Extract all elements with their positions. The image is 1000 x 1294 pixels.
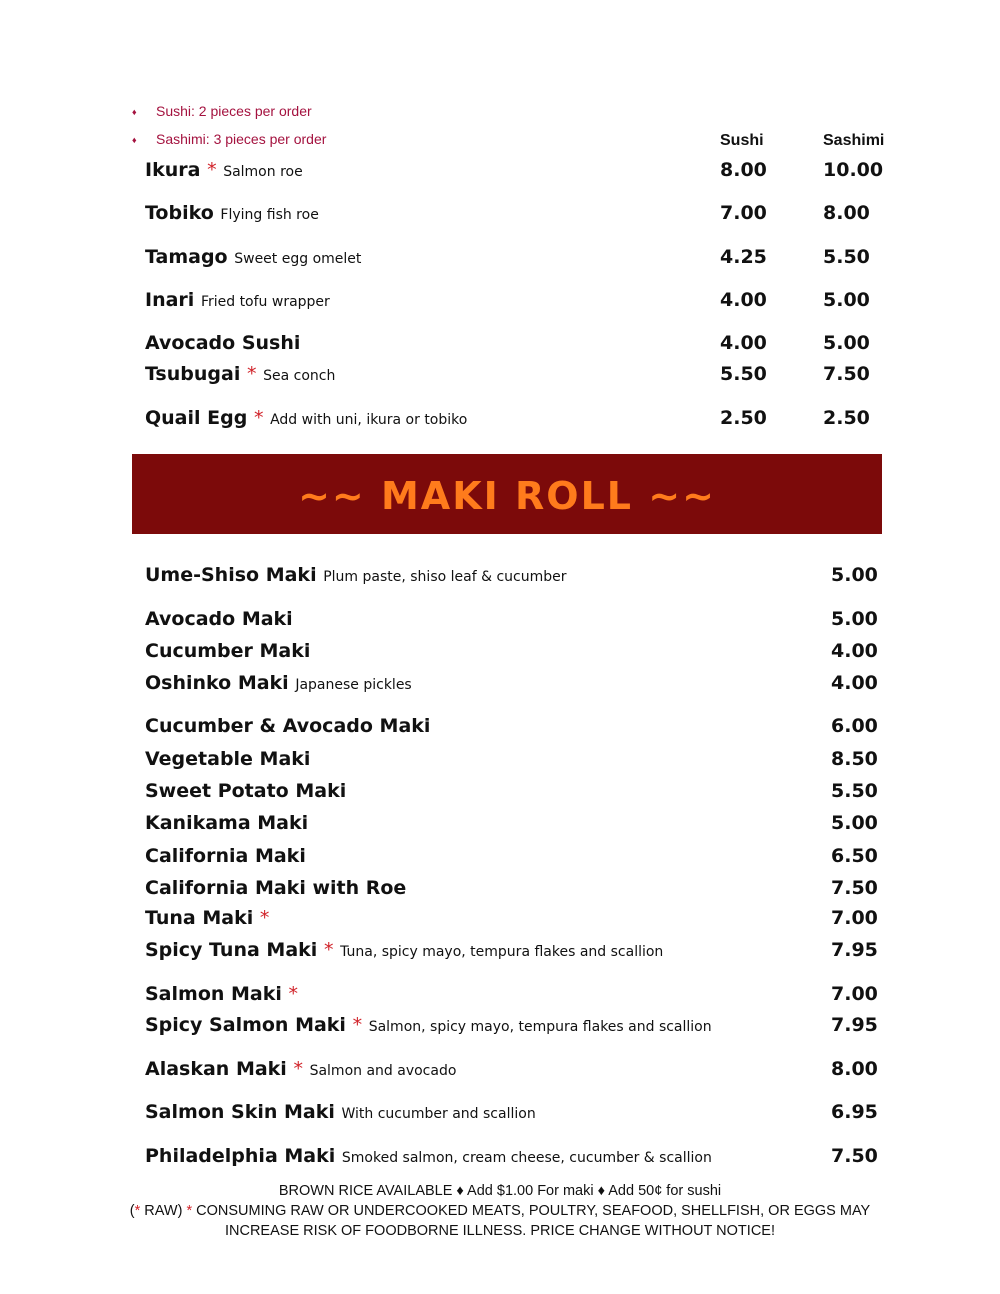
item-description: With cucumber and scallion: [341, 1106, 536, 1122]
item-name: Cucumber Maki: [145, 640, 311, 662]
raw-star: *: [259, 907, 270, 929]
menu-item: [145, 748, 1000, 778]
menu-item: [145, 1101, 1000, 1131]
item-name-line: [145, 983, 298, 1005]
item-description: Salmon and avocado: [309, 1063, 457, 1079]
item-description: Salmon roe: [223, 164, 303, 180]
menu-item: [145, 983, 1000, 1013]
item-name: Spicy Salmon Maki: [145, 1014, 346, 1036]
item-name-line: [145, 877, 406, 899]
note-sashimi: [132, 131, 326, 147]
item-name: Ume-Shiso Maki: [145, 564, 317, 586]
item-name: Salmon Maki: [145, 983, 282, 1005]
item-name: Tsubugai: [145, 363, 241, 385]
footer-line-2: (* RAW) * CONSUMING RAW OR UNDERCOOKED MEATS, POULTRY, SEAFOOD, SHELLFISH, OR EGGS MAY: [129, 1203, 871, 1219]
price-sushi: 7.00: [720, 202, 767, 224]
item-name-line: [145, 748, 310, 770]
item-name-line: [145, 608, 293, 630]
item-name: Philadelphia Maki: [145, 1145, 336, 1167]
menu-item: [145, 564, 1000, 594]
item-name: Vegetable Maki: [145, 748, 311, 770]
price: 5.00: [831, 812, 878, 834]
item-description: Add with uni, ikura or tobiko: [270, 412, 468, 428]
item-name: Kanikama Maki: [145, 812, 309, 834]
raw-star: *: [207, 159, 217, 181]
item-name: Quail Egg: [145, 407, 248, 429]
item-description: Plum paste, shiso leaf & cucumber: [323, 569, 567, 585]
item-name: Tobiko: [145, 202, 214, 224]
price-sashimi: 5.00: [823, 332, 870, 354]
raw-star: *: [246, 363, 257, 385]
menu-item: [145, 640, 1000, 670]
item-name: Sweet Potato Maki: [145, 780, 347, 802]
item-name-line: [145, 939, 663, 961]
raw-star: *: [352, 1014, 363, 1036]
item-name-line: [145, 715, 430, 737]
price: 6.00: [831, 715, 878, 737]
item-name-line: [145, 640, 310, 662]
price: 8.00: [831, 1058, 878, 1080]
price-sashimi: 2.50: [823, 407, 870, 429]
column-header-sushi: Sushi: [720, 132, 764, 149]
price-sashimi: 8.00: [823, 202, 870, 224]
item-name: Salmon Skin Maki: [145, 1101, 335, 1123]
raw-star: *: [186, 1203, 193, 1219]
price-sushi: 2.50: [720, 407, 767, 429]
item-name-line: [145, 246, 361, 268]
item-name: Tamago: [145, 246, 228, 268]
section-title: ~~ MAKI ROLL ~~: [298, 474, 716, 518]
bullet-icon: ♦: [132, 135, 137, 146]
item-name: California Maki with Roe: [145, 877, 407, 899]
item-name-line: [145, 1145, 712, 1167]
price: 6.95: [831, 1101, 878, 1123]
price-sushi: 4.00: [720, 289, 767, 311]
note-sushi: [132, 103, 312, 119]
menu-item: [145, 289, 1000, 319]
raw-star: *: [253, 407, 264, 429]
item-name-line: [145, 332, 300, 354]
price: 7.50: [831, 877, 878, 899]
item-name-line: [145, 845, 306, 867]
price-sashimi: 5.00: [823, 289, 870, 311]
item-description: Salmon, spicy mayo, tempura flakes and scallion: [368, 1019, 712, 1035]
item-name-line: [145, 289, 330, 311]
raw-star: *: [323, 939, 334, 961]
raw-star: *: [288, 983, 299, 1005]
menu-item: [145, 1145, 1000, 1175]
item-description: Smoked salmon, cream cheese, cucumber & scallion: [341, 1150, 712, 1166]
note-text: Sushi: 2 pieces per order: [156, 103, 312, 119]
item-name-line: [145, 907, 269, 929]
price: 5.00: [831, 564, 878, 586]
menu-item: [145, 332, 1000, 362]
price-sushi: 4.25: [720, 246, 767, 268]
menu-item: [145, 1014, 1000, 1044]
menu-item: [145, 246, 1000, 276]
menu-item: [145, 780, 1000, 810]
menu-item: [145, 608, 1000, 638]
price: 7.00: [831, 983, 878, 1005]
item-name: Inari: [145, 289, 195, 311]
price-sushi: 4.00: [720, 332, 767, 354]
menu-item: [145, 407, 1000, 437]
menu-item: [145, 812, 1000, 842]
menu-item: [145, 672, 1000, 702]
menu-item: [145, 907, 1000, 937]
price: 7.50: [831, 1145, 878, 1167]
price-sashimi: 10.00: [823, 159, 884, 181]
menu-item: [145, 1058, 1000, 1088]
item-description: Sweet egg omelet: [234, 251, 362, 267]
item-name-line: [145, 159, 303, 181]
menu-item: [145, 363, 1000, 393]
menu-item: [145, 939, 1000, 969]
price: 4.00: [831, 672, 878, 694]
price-sushi: 8.00: [720, 159, 767, 181]
price: 7.95: [831, 939, 878, 961]
raw-star: *: [134, 1203, 141, 1219]
price: 4.00: [831, 640, 878, 662]
menu-item: [145, 877, 1000, 907]
item-name: Spicy Tuna Maki: [145, 939, 318, 961]
item-name: Avocado Maki: [145, 608, 293, 630]
price: 8.50: [831, 748, 878, 770]
item-name: Tuna Maki: [145, 907, 254, 929]
price: 6.50: [831, 845, 878, 867]
item-name-line: [145, 812, 308, 834]
price-sashimi: 7.50: [823, 363, 870, 385]
item-name-line: [145, 1058, 456, 1080]
column-header-sashimi: Sashimi: [823, 132, 885, 149]
item-description: Flying fish roe: [220, 207, 319, 223]
footer-line-3: INCREASE RISK OF FOODBORNE ILLNESS. PRICE CHANGE WITHOUT NOTICE!: [224, 1223, 775, 1239]
menu-item: [145, 159, 1000, 189]
item-name: Ikura: [145, 159, 201, 181]
item-name: Alaskan Maki: [145, 1058, 287, 1080]
price: 5.50: [831, 780, 878, 802]
raw-star: *: [293, 1058, 303, 1080]
section-banner: [132, 454, 882, 534]
item-name-line: [145, 564, 567, 586]
price-sushi: 5.50: [720, 363, 767, 385]
footer-line-1: BROWN RICE AVAILABLE ♦ Add $1.00 For maki ♦ Add 50¢ for sushi: [278, 1183, 722, 1199]
item-name: Avocado Sushi: [145, 332, 301, 354]
item-description: Japanese pickles: [295, 677, 412, 693]
item-name-line: [145, 1014, 712, 1036]
item-description: Sea conch: [263, 368, 336, 384]
item-name: California Maki: [145, 845, 306, 867]
item-name-line: [145, 363, 335, 385]
item-description: Tuna, spicy mayo, tempura flakes and scallion: [340, 944, 664, 960]
bullet-icon: ♦: [132, 107, 137, 118]
item-description: Fried tofu wrapper: [200, 294, 330, 310]
item-name-line: [145, 780, 346, 802]
menu-item: [145, 715, 1000, 745]
item-name-line: [145, 672, 412, 694]
footer-notice: [0, 1181, 1000, 1241]
item-name-line: [145, 202, 319, 224]
note-text: Sashimi: 3 pieces per order: [156, 131, 327, 147]
price-sashimi: 5.50: [823, 246, 870, 268]
price: 7.00: [831, 907, 878, 929]
menu-item: [145, 845, 1000, 875]
price: 7.95: [831, 1014, 878, 1036]
item-name: Cucumber & Avocado Maki: [145, 715, 431, 737]
menu-item: [145, 202, 1000, 232]
item-name: Oshinko Maki: [145, 672, 289, 694]
price: 5.00: [831, 608, 878, 630]
item-name-line: [145, 1101, 536, 1123]
item-name-line: [145, 407, 467, 429]
